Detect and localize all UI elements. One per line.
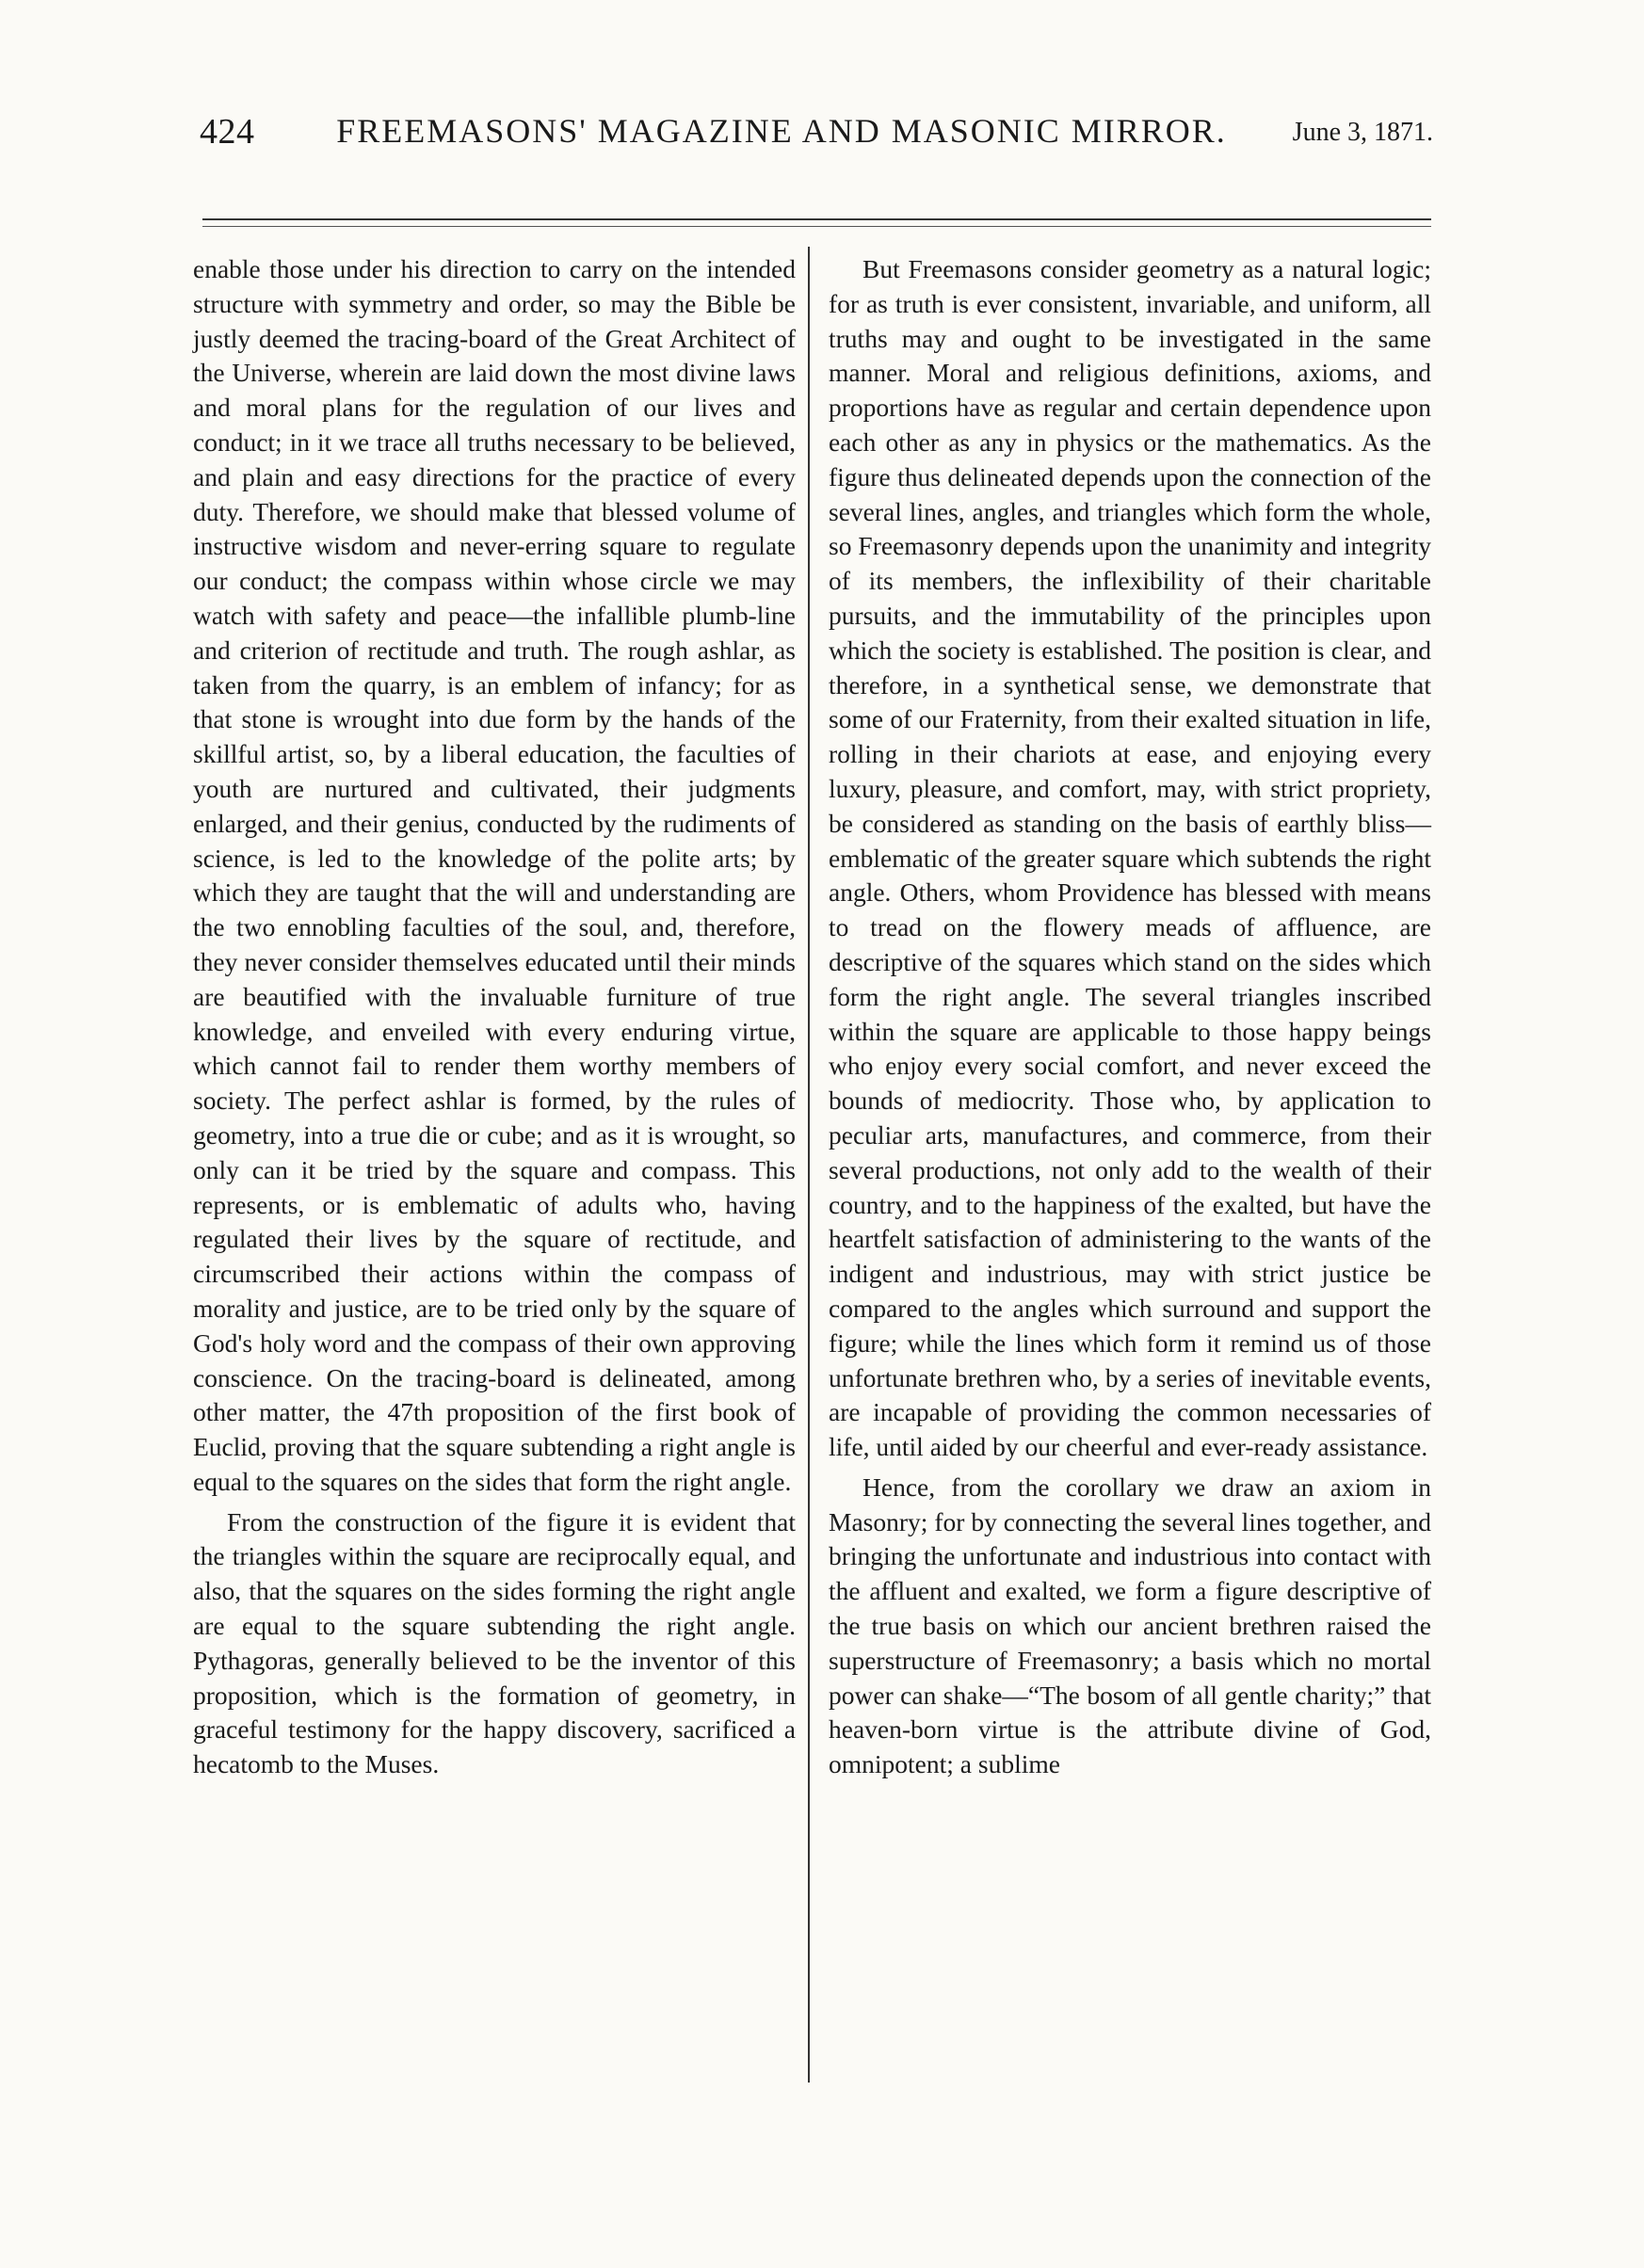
page-number: 424 bbox=[200, 112, 255, 152]
left-paragraph-1: enable those under his direction to carry on the intended structure with symmetry and order, so may the Bible be justly deemed the tracing-board of the Great Architect of the Universe, wherein are laid down the most divine laws and moral plans for the regulation of our lives and conduct; in it we trace all truths necessary to be believed, and plain and easy directions for the practice of every duty. Therefore, we should make that blessed volume of instructive wisdom and never-erring square to regulate our conduct; the compass within whose circle we may watch with safety and peace—the infallible plumb-line and criterion of rectitude and truth. The rough ashlar, as taken from the quarry, is an emblem of infancy; for as that stone is wrought into due form by the hands of the skillful artist, so, by a liberal education, the faculties of youth are nurtured and cultivated, their judgments enlarged, and their genius, conducted by the rudiments of science, is led to the knowledge of the polite arts; by which they are taught that the will and understanding are the two ennobling faculties of the soul, and, therefore, they never consider themselves educated until their minds are beautified with the invaluable furniture of true knowledge, and enveiled with every enduring virtue, which cannot fail to render them worthy members of society. The perfect ashlar is formed, by the rules of geometry, into a true die or cube; and as it is wrought, so only can it be tried by the square and compass. This represents, or is emblematic of adults who, having regulated their lives by the square of rectitude, and circumscribed their actions within the compass of morality and justice, are to be tried only by the square of God's holy word and the compass of their own approving conscience. On the tracing-board is delineated, among other matter, the 47th proposition of the first book of Euclid, proving that the square subtending a right angle is equal to the squares on the sides that form the right angle. bbox=[193, 254, 796, 1496]
right-column bbox=[829, 252, 1431, 1788]
issue-date: June 3, 1871. bbox=[1292, 118, 1433, 147]
column-divider bbox=[808, 247, 810, 2083]
page-header bbox=[200, 111, 1433, 171]
running-title: FREEMASONS' MAGAZINE AND MASONIC MIRROR. bbox=[336, 112, 1227, 150]
right-paragraph-1: But Freemasons consider geometry as a natural logic; for as truth is ever consistent, invariable, and uniform, all truths may and ought to be investigated in the same manner. Moral and religious definitions, axioms, and proportions have as regular and certain dependence upon each other as any in physics or the mathematics. As the figure thus delineated depends upon the connection of the several lines, angles, and triangles which form the whole, so Freemasonry depends upon the unanimity and integrity of its members, the inflexibility of their charitable pursuits, and the immutability of the principles upon which the society is established. The position is clear, and therefore, in a synthetical sense, we demonstrate that some of our Fraternity, from their exalted situation in life, rolling in their chariots at ease, and enjoying every luxury, pleasure, and comfort, may, with strict propriety, be considered as standing on the basis of earthly bliss—emblematic of the greater square which subtends the right angle. Others, whom Providence has blessed with means to tread on the flowery meads of affluence, are descriptive of the squares which stand on the sides which form the right angle. The several triangles inscribed within the square are applicable to those happy beings who enjoy every social comfort, and never exceed the bounds of mediocrity. Those who, by application to peculiar arts, manufactures, and commerce, from their several productions, not only add to the wealth of their country, and to the happiness of the exalted, but have the heartfelt satisfaction of administering to the wants of the indigent and industrious, may with strict justice be compared to the angles which surround and support the figure; while the lines which form it remind us of those unfortunate brethren who, by a series of inevitable events, are incapable of providing the common necessaries of life, until aided by our cheerful and ever-ready assistance. bbox=[829, 254, 1431, 1462]
header-rule-thin bbox=[202, 226, 1431, 227]
header-rule-thick bbox=[202, 218, 1431, 220]
left-column bbox=[193, 252, 796, 1788]
left-paragraph-2: From the construction of the figure it is evident that the triangles within the square are reciprocally equal, and also, that the squares on the sides forming the right angle are equal to the square subtending the right angle. Pythagoras, generally believed to be the inventor of this proposition, which is the formation of geometry, in graceful testimony for the happy discovery, sacrificed a hecatomb to the Muses. bbox=[193, 1506, 796, 1779]
right-paragraph-2: Hence, from the corollary we draw an axiom in Masonry; for by connecting the several lines together, and bringing the unfortunate and industrious into contact with the affluent and exalted, we form a figure descriptive of the true basis on which our ancient brethren raised the superstructure of Freemasonry; a basis which no mortal power can shake—“The bosom of all gentle charity;” that heaven-born virtue is the attribute divine of God, omnipotent; a sublime bbox=[829, 1472, 1431, 1779]
